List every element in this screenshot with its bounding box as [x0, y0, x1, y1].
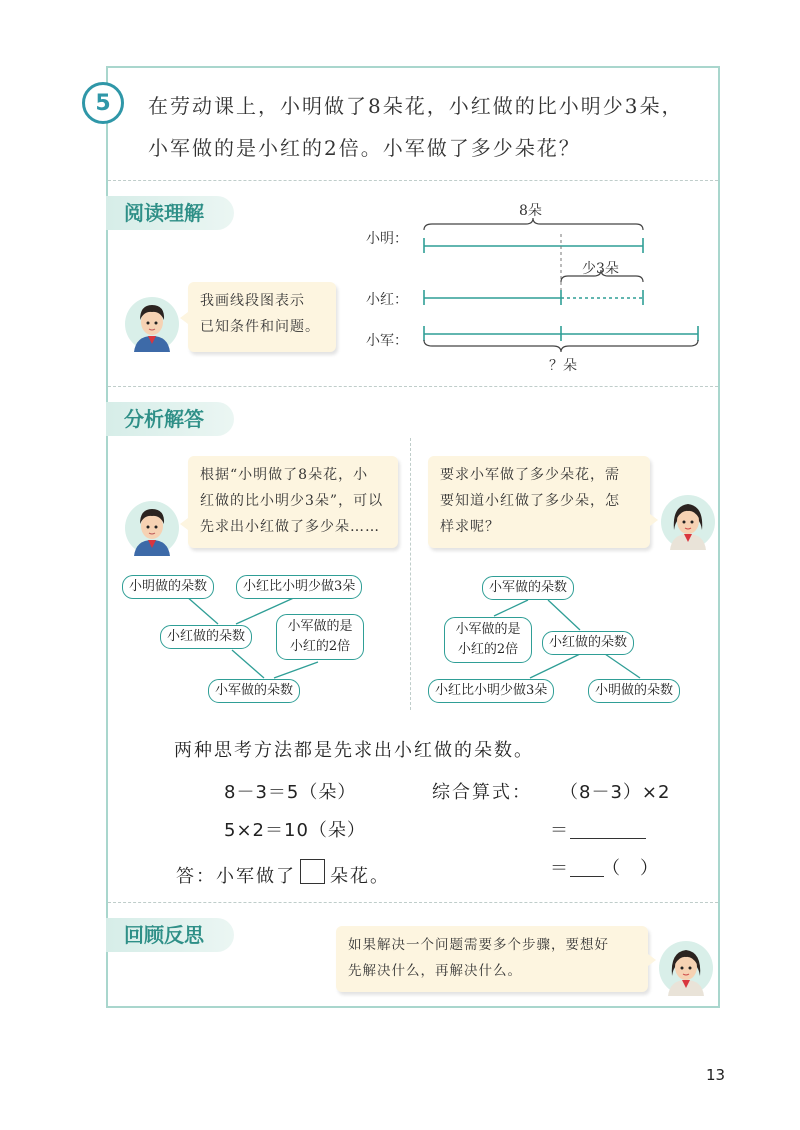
node-line: 小军做的是: [455, 622, 521, 637]
answer-suffix: 朵花。: [330, 866, 390, 887]
answer-prefix: 答：小军做了: [176, 866, 296, 887]
bubble-line: 先解决什么，再解决什么。: [348, 963, 522, 979]
girl-avatar-icon: [658, 940, 714, 996]
segment-less-label: 少3朵: [582, 261, 619, 277]
page-number: 13: [706, 1066, 726, 1084]
combined-expression: （8－3）×2: [560, 782, 671, 803]
solution-summary: 两种思考方法都是先求出小红做的朵数。: [174, 740, 534, 761]
node-line: 小军做的是: [287, 619, 353, 634]
combined-unit-paren: （ ）: [602, 858, 659, 879]
tree-right-node-double: [444, 617, 532, 663]
bubble-line: 已知条件和问题。: [200, 319, 320, 335]
problem-text-line2: 小军做的是小红的2倍。小军做了多少朵花？: [148, 136, 581, 160]
combined-label: 综合算式：: [432, 782, 532, 803]
bubble-line: 我画线段图表示: [200, 293, 305, 309]
problem-text-line1: 在劳动课上，小明做了8朵花，小红做的比小明少3朵，: [148, 94, 684, 118]
tree-left-node-xiaohong: 小红做的朵数: [160, 625, 252, 649]
node-line: 小红的2倍: [289, 639, 351, 654]
segment-label-xiaoming: 小明：: [366, 231, 408, 247]
tree-right-node-less3: 小红比小明少做3朵: [428, 679, 554, 703]
bubble-tail: [648, 954, 656, 966]
bubble-line: 先求出小红做了多少朵……: [200, 519, 380, 535]
combined-blank-line-2[interactable]: [570, 876, 604, 877]
section-review: 回顾反思: [106, 918, 234, 952]
combined-blank-line-1[interactable]: [570, 838, 646, 839]
speech-bubble-review: [336, 926, 648, 992]
tree-right-node-xiaoming: 小明做的朵数: [588, 679, 680, 703]
combined-equals-2: ＝: [550, 858, 569, 879]
bubble-line: 红做的比小明少3朵”，可以: [200, 493, 384, 509]
section-analyze: 分析解答: [106, 402, 234, 436]
bubble-line: 根据“小明做了8朵花，小: [200, 467, 369, 483]
combined-equals-1: ＝: [550, 820, 569, 841]
tree-left-node-xiaojun: 小军做的朵数: [208, 679, 300, 703]
segment-question-label: ？朵: [549, 358, 577, 374]
segment-label-xiaojun: 小军：: [366, 333, 408, 349]
tree-left-node-less3: 小红比小明少做3朵: [236, 575, 362, 599]
tree-right-node-xiaohong: 小红做的朵数: [542, 631, 634, 655]
bubble-line: 样求呢？: [440, 519, 500, 535]
bubble-line: 要知道小红做了多少朵，怎: [440, 493, 620, 509]
section-read: 阅读理解: [106, 196, 234, 230]
node-line: 小红的2倍: [457, 642, 519, 657]
solution-step1: 8－3＝5（朵）: [224, 782, 357, 803]
segment-label-xiaohong: 小红：: [366, 292, 408, 308]
bubble-line: 要求小军做了多少朵花，需: [440, 467, 620, 483]
solution-step2: 5×2＝10（朵）: [224, 820, 366, 841]
tree-left-node-xiaoming: 小明做的朵数: [122, 575, 214, 599]
segment-top-label: 8朵: [519, 203, 542, 219]
bubble-line: 如果解决一个问题需要多个步骤，要想好: [348, 937, 609, 953]
tree-left-node-double: [276, 614, 364, 660]
answer-blank-box[interactable]: [300, 859, 325, 884]
tree-right-node-xiaojun: 小军做的朵数: [482, 576, 574, 600]
problem-number: 5: [82, 82, 124, 124]
